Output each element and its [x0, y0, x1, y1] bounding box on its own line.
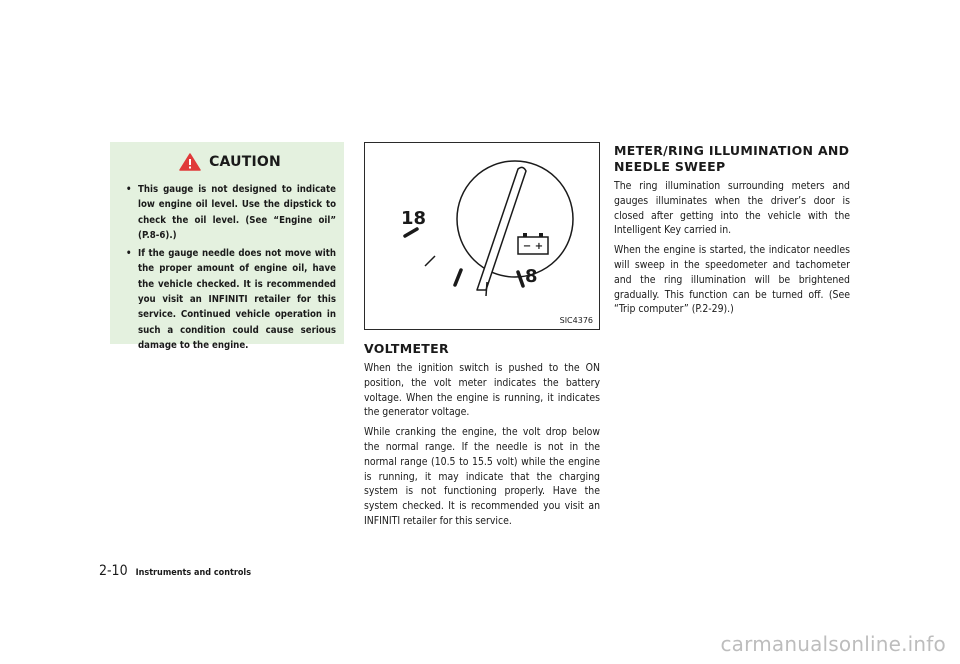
tick-mid-left [425, 256, 435, 266]
tick-center [486, 282, 487, 296]
battery-icon [518, 233, 548, 254]
gauge-label-high: 18 [401, 208, 427, 229]
gauge-label-low: 8 [525, 266, 538, 287]
page-footer [99, 563, 251, 579]
meter-illumination-paragraph: The ring illumination surrounding meters and gauges illuminates when the driver’s door is closed after getting into the vehicle with the Intelligent Key carried in. [614, 180, 850, 237]
tick-low-left [455, 270, 461, 285]
voltmeter-section [364, 341, 600, 534]
warning-triangle-icon [179, 153, 201, 171]
watermark: carmanualsonline.info [720, 632, 946, 656]
figure-caption: SIC4376 [559, 316, 593, 325]
voltmeter-heading: VOLTMETER [364, 341, 449, 356]
footer-section-title: Instruments and controls [135, 568, 252, 578]
voltmeter-paragraph: While cranking the engine, the volt drop below the normal range. If the needle is not in the normal range (10.5 to 15.5 volt) while the engine is running, it may indicate that the charging system is not functioning properly. Have the system checked. It is recommended you visit an INFINITI retailer for this service. [364, 426, 600, 527]
caution-box [110, 142, 344, 351]
voltmeter-gauge-illustration [365, 143, 599, 329]
meter-illumination-heading: METER/RING ILLUMINATION AND NEEDLE SWEEP [614, 143, 850, 174]
caution-item: • This gauge is not designed to indicate low engine oil level. Use the dipstick to check the oil level. (See “Engine oil” (P.8-6).) [124, 182, 336, 243]
caution-item: • If the gauge needle does not move with the proper amount of engine oil, have the vehicle checked. It is recommended you visit an INFINITI retailer for this service. Continued vehicle operation in such a condition could cause serious damage to the engine. [124, 246, 336, 353]
meter-illumination-section [614, 143, 850, 322]
caution-header [124, 142, 336, 182]
voltmeter-figure [364, 142, 600, 330]
tick-low-right [518, 272, 523, 286]
page-number: 2-10 [99, 563, 128, 579]
voltmeter-paragraph: When the ignition switch is pushed to the ON position, the volt meter indicates the battery voltage. When the engine is running, it indicates the generator voltage. [364, 362, 600, 419]
battery-symbol: − + [522, 241, 544, 252]
caution-list [124, 182, 336, 353]
caution-title: CAUTION [209, 154, 281, 170]
meter-illumination-paragraph: When the engine is started, the indicator needles will sweep in the speedometer and tachometer and the ring illumination will be brightened gradually. This function can be turned off. (See “Trip computer” (P.2-29).) [614, 244, 850, 316]
tick-high [405, 229, 417, 236]
